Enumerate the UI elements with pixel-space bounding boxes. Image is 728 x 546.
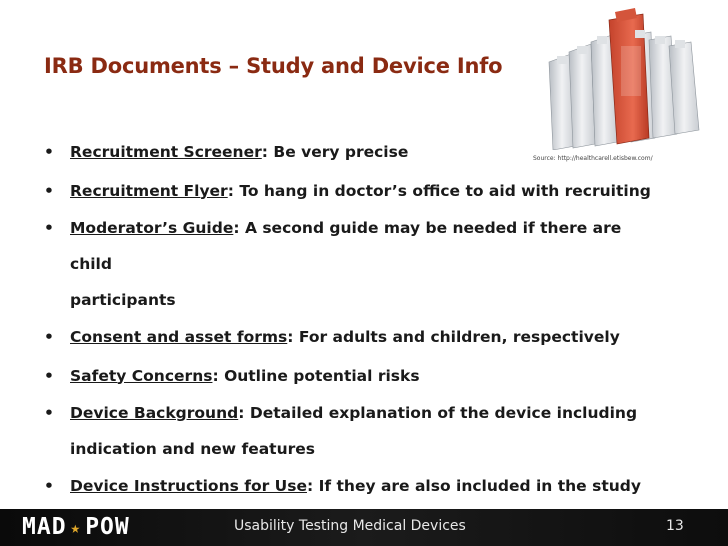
bullet-text: To hang in doctor’s office to aid with recruiting — [239, 181, 651, 200]
bullet-dot: • — [44, 143, 54, 161]
bullet-list — [44, 133, 664, 506]
bullet-separator: : — [306, 477, 319, 495]
bullet-text: A second guide may be needed if there are child — [70, 219, 622, 273]
bullet-text: Be very precise — [273, 143, 409, 161]
bullet-text: If they are also included in the study — [318, 477, 641, 495]
bullet-continuation: indication and new features — [70, 440, 315, 458]
bullet-text: Detailed explanation of the device including — [249, 404, 638, 422]
bullet-continuation: participants — [70, 291, 176, 309]
bullet-text: Outline potential risks — [224, 366, 420, 385]
star-icon: ★ — [70, 517, 82, 537]
bullet-term: Consent and asset forms — [70, 328, 288, 346]
image-source-caption: Source: http://healthcarell.etisbew.com/ — [533, 155, 653, 162]
bullet-item — [44, 467, 664, 506]
bullet-term: Device Background — [70, 404, 239, 422]
slide-title: IRB Documents – Study and Device Info — [44, 54, 503, 78]
bullet-term: Recruitment Screener — [70, 143, 262, 161]
bullet-item — [44, 357, 664, 396]
bullet-dot: • — [44, 366, 54, 385]
bullet-text: For adults and children, respectively — [298, 328, 620, 346]
bullet-separator: : — [227, 181, 240, 200]
bullet-term: Recruitment Flyer — [70, 181, 228, 200]
bullet-separator: : — [238, 404, 250, 422]
page-number: 13 — [666, 518, 684, 534]
bullet-separator: : — [287, 328, 299, 346]
bullet-item — [44, 318, 664, 357]
bullet-dot: • — [44, 404, 54, 422]
bullet-item — [44, 210, 664, 318]
bullet-separator: : — [212, 366, 225, 385]
footer-title: Usability Testing Medical Devices — [234, 518, 466, 534]
footer-bar — [0, 509, 728, 546]
brand-left: MAD — [22, 514, 67, 540]
bullet-term: Moderator’s Guide — [70, 219, 234, 237]
bullet-item — [44, 172, 664, 211]
file-folders-image — [531, 6, 706, 150]
bullet-item — [44, 395, 664, 467]
bullet-dot: • — [44, 219, 54, 237]
brand-logo — [22, 514, 130, 540]
brand-right: POW — [85, 514, 130, 540]
bullet-dot: • — [44, 328, 54, 346]
bullet-term: Device Instructions for Use — [70, 477, 307, 495]
bullet-dot: • — [44, 181, 54, 200]
bullet-separator: : — [233, 219, 245, 237]
bullet-separator: : — [261, 143, 274, 161]
folders-illustration — [531, 6, 706, 150]
bullet-dot: • — [44, 477, 54, 495]
bullet-term: Safety Concerns — [70, 366, 213, 385]
bullet-item — [44, 133, 664, 172]
